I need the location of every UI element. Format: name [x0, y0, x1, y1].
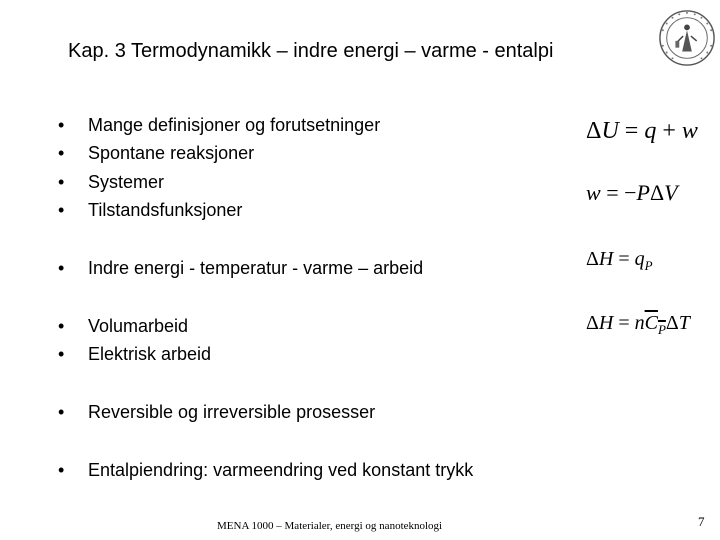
bullet-marker: •	[58, 200, 65, 220]
bullet-item	[58, 402, 375, 423]
bullet-text: Volumarbeid	[88, 316, 189, 336]
bullet-item	[58, 143, 254, 164]
bullet-item	[58, 172, 164, 193]
bullet-text: Spontane reaksjoner	[88, 143, 255, 163]
bullet-marker: •	[58, 316, 65, 336]
bullet-item	[58, 115, 380, 136]
bullet-text: Mange definisjoner og forutsetninger	[88, 115, 381, 135]
bullet-item	[58, 258, 423, 279]
bullet-item	[58, 316, 188, 337]
bullet-text: Indre energi - temperatur - varme – arbeid	[88, 258, 424, 278]
equation-work: w = −PΔV	[586, 180, 678, 205]
bullet-marker: •	[58, 402, 65, 422]
bullet-item	[58, 200, 242, 221]
bullet-item	[58, 460, 473, 481]
bullet-marker: •	[58, 143, 65, 163]
university-seal-logo	[658, 9, 716, 67]
bullet-marker: •	[58, 258, 65, 278]
bullet-text: Reversible og irreversible prosesser	[88, 402, 376, 422]
bullet-marker: •	[58, 172, 65, 192]
equation-delta-u: ΔU = q + w	[586, 118, 698, 144]
bullet-text: Entalpiendring: varmeendring ved konstant trykk	[88, 460, 474, 480]
bullet-marker: •	[58, 344, 65, 364]
bullet-marker: •	[58, 460, 65, 480]
equation-delta-h-cp: $\Delta H = nC_P\Delta T$	[586, 312, 690, 337]
bullet-text: Systemer	[88, 172, 165, 192]
page-number: 7	[698, 514, 705, 529]
equation-delta-h: $\Delta H = q_P$	[586, 248, 653, 273]
bullet-text: Tilstandsfunksjoner	[88, 200, 243, 220]
bullet-text: Elektrisk arbeid	[88, 344, 212, 364]
bullet-item	[58, 344, 211, 365]
footer-text: MENA 1000 – Materialer, energi og nanoteknologi	[217, 520, 443, 532]
slide-title: Kap. 3 Termodynamikk – indre energi – varme - entalpi	[68, 40, 554, 62]
bullet-marker: •	[58, 115, 65, 135]
